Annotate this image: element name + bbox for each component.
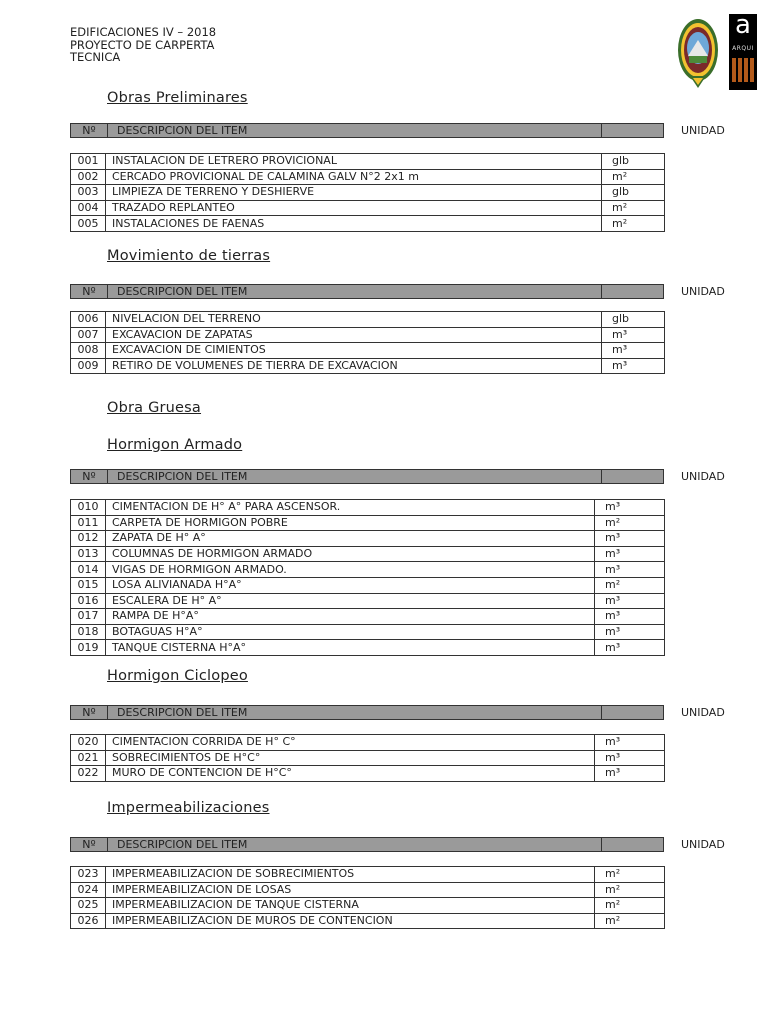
item-description: RETIRO DE VOLUMENES DE TIERRA DE EXCAVACION <box>106 358 602 374</box>
items-table-1 <box>70 153 665 232</box>
item-description: CARPETA DE HORMIGON POBRE <box>106 515 595 531</box>
table-header-4 <box>70 705 664 720</box>
item-description: LIMPIEZA DE TERRENO Y DESHIERVE <box>106 185 602 201</box>
table-row <box>71 577 665 593</box>
item-description: RAMPA DE H°A° <box>106 609 595 625</box>
item-number: 017 <box>71 609 106 625</box>
item-description: MURO DE CONTENCION DE H°C° <box>106 766 595 782</box>
item-unit: m³ <box>595 531 665 547</box>
item-unit: m² <box>595 577 665 593</box>
table-row <box>71 154 665 170</box>
table-row <box>71 640 665 656</box>
item-description: EXCAVACION DE CIMIENTOS <box>106 343 602 359</box>
item-description: BOTAGUAS H°A° <box>106 624 595 640</box>
item-unit: m³ <box>595 609 665 625</box>
item-description: IMPERMEABILIZACION DE SOBRECIMIENTOS <box>106 867 595 883</box>
section-title-hormigon-armado: Hormigon Armado <box>107 437 243 453</box>
table-row <box>71 185 665 201</box>
header-no: Nº <box>71 470 108 483</box>
header-desc: DESCRIPCION DEL ITEM <box>107 285 602 298</box>
item-description: SOBRECIMIENTOS DE H°C° <box>106 750 595 766</box>
header-unidad: UNIDAD <box>681 285 725 298</box>
table-row <box>71 562 665 578</box>
item-number: 024 <box>71 882 106 898</box>
item-unit: m³ <box>602 343 665 359</box>
item-number: 021 <box>71 750 106 766</box>
items-table-body <box>71 500 665 656</box>
header-line-1: EDIFICACIONES IV – 2018 <box>70 25 217 39</box>
item-number: 015 <box>71 577 106 593</box>
item-number: 013 <box>71 546 106 562</box>
header-desc: DESCRIPCION DEL ITEM <box>107 124 602 137</box>
arqui-logo-text: ARQUI <box>732 45 754 52</box>
item-number: 005 <box>71 216 106 232</box>
section-title-obras-preliminares: Obras Preliminares <box>107 90 248 106</box>
header-no: Nº <box>71 838 108 851</box>
table-row <box>71 593 665 609</box>
item-unit: glb <box>602 185 665 201</box>
item-unit: m³ <box>595 546 665 562</box>
item-unit: m² <box>595 867 665 883</box>
header-no: Nº <box>71 706 108 719</box>
item-unit: glb <box>602 312 665 328</box>
item-description: ESCALERA DE H° A° <box>106 593 595 609</box>
item-unit: m² <box>595 913 665 929</box>
table-row <box>71 169 665 185</box>
item-description: INSTALACIONES DE FAENAS <box>106 216 602 232</box>
header-desc: DESCRIPCION DEL ITEM <box>107 838 602 851</box>
item-number: 006 <box>71 312 106 328</box>
item-description: CIMENTACION CORRIDA DE H° C° <box>106 735 595 751</box>
item-number: 002 <box>71 169 106 185</box>
header-line-3: TECNICA <box>70 50 121 64</box>
header-unidad: UNIDAD <box>681 124 725 137</box>
table-row <box>71 624 665 640</box>
table-row <box>71 750 665 766</box>
item-number: 018 <box>71 624 106 640</box>
item-description: ZAPATA DE H° A° <box>106 531 595 547</box>
table-row <box>71 609 665 625</box>
item-number: 023 <box>71 867 106 883</box>
header-unidad: UNIDAD <box>681 706 725 719</box>
table-row <box>71 343 665 359</box>
item-unit: m³ <box>595 500 665 516</box>
items-table-2 <box>70 311 665 374</box>
table-row <box>71 531 665 547</box>
item-description: COLUMNAS DE HORMIGON ARMADO <box>106 546 595 562</box>
item-number: 020 <box>71 735 106 751</box>
table-row <box>71 216 665 232</box>
item-number: 014 <box>71 562 106 578</box>
header-line-2: PROYECTO DE CARPERTA <box>70 37 215 52</box>
section-title-movimiento-de-tierras: Movimiento de tierras <box>107 248 271 264</box>
item-unit: m² <box>595 898 665 914</box>
table-row <box>71 200 665 216</box>
item-description: VIGAS DE HORMIGON ARMADO. <box>106 562 595 578</box>
header-no: Nº <box>71 124 108 137</box>
item-description: LOSA ALIVIANADA H°A° <box>106 577 595 593</box>
item-number: 012 <box>71 531 106 547</box>
items-table-body <box>71 867 665 929</box>
item-description: TANQUE CISTERNA H°A° <box>106 640 595 656</box>
header-no: Nº <box>71 285 108 298</box>
table-row <box>71 867 665 883</box>
item-number: 010 <box>71 500 106 516</box>
section-title-obra-gruesa: Obra Gruesa <box>107 400 202 416</box>
item-number: 026 <box>71 913 106 929</box>
items-table-body <box>71 735 665 782</box>
table-header-1 <box>70 123 664 138</box>
item-unit: m² <box>602 169 665 185</box>
item-number: 001 <box>71 154 106 170</box>
item-number: 011 <box>71 515 106 531</box>
table-header-2 <box>70 284 664 299</box>
document-header <box>70 26 216 64</box>
item-unit: m³ <box>602 358 665 374</box>
items-table-4 <box>70 734 665 782</box>
item-unit: m² <box>595 515 665 531</box>
item-unit: m² <box>595 882 665 898</box>
item-description: CIMENTACION DE H° A° PARA ASCENSOR. <box>106 500 595 516</box>
item-unit: m³ <box>595 640 665 656</box>
arqui-logo <box>729 10 757 90</box>
header-unidad: UNIDAD <box>681 470 725 483</box>
item-description: INSTALACION DE LETRERO PROVICIONAL <box>106 154 602 170</box>
table-row <box>71 546 665 562</box>
item-unit: m³ <box>595 562 665 578</box>
header-desc: DESCRIPCION DEL ITEM <box>107 706 602 719</box>
item-number: 016 <box>71 593 106 609</box>
table-row <box>71 327 665 343</box>
table-header-3 <box>70 469 664 484</box>
item-description: CERCADO PROVICIONAL DE CALAMINA GALV N°2 2x1 m <box>106 169 602 185</box>
item-number: 007 <box>71 327 106 343</box>
header-unidad: UNIDAD <box>681 838 725 851</box>
table-row <box>71 913 665 929</box>
header-desc: DESCRIPCION DEL ITEM <box>107 470 602 483</box>
item-number: 019 <box>71 640 106 656</box>
items-table-body <box>71 312 665 374</box>
item-description: TRAZADO REPLANTEO <box>106 200 602 216</box>
item-unit: m³ <box>595 624 665 640</box>
item-unit: glb <box>602 154 665 170</box>
table-row <box>71 500 665 516</box>
item-number: 003 <box>71 185 106 201</box>
item-unit: m³ <box>595 735 665 751</box>
section-title-hormigon-ciclopeo: Hormigon Ciclopeo <box>107 668 248 684</box>
table-row <box>71 515 665 531</box>
table-row <box>71 898 665 914</box>
table-header-5 <box>70 837 664 852</box>
items-table-5 <box>70 866 665 929</box>
item-number: 025 <box>71 898 106 914</box>
item-number: 004 <box>71 200 106 216</box>
item-number: 009 <box>71 358 106 374</box>
section-title-impermeabilizaciones: Impermeabilizaciones <box>107 800 270 816</box>
item-number: 022 <box>71 766 106 782</box>
item-number: 008 <box>71 343 106 359</box>
table-row <box>71 358 665 374</box>
item-description: IMPERMEABILIZACION DE TANQUE CISTERNA <box>106 898 595 914</box>
table-row <box>71 735 665 751</box>
table-row <box>71 882 665 898</box>
item-unit: m² <box>602 216 665 232</box>
items-table-3 <box>70 499 665 656</box>
item-unit: m³ <box>602 327 665 343</box>
item-unit: m³ <box>595 766 665 782</box>
arqui-logo-letter: a <box>735 10 751 40</box>
item-description: NIVELACION DEL TERRENO <box>106 312 602 328</box>
items-table-body <box>71 154 665 232</box>
table-row <box>71 312 665 328</box>
arqui-logo-pattern <box>732 58 754 82</box>
item-unit: m³ <box>595 593 665 609</box>
item-description: IMPERMEABILIZACION DE LOSAS <box>106 882 595 898</box>
item-unit: m² <box>602 200 665 216</box>
item-unit: m³ <box>595 750 665 766</box>
item-description: IMPERMEABILIZACION DE MUROS DE CONTENCION <box>106 913 595 929</box>
item-description: EXCAVACION DE ZAPATAS <box>106 327 602 343</box>
table-row <box>71 766 665 782</box>
